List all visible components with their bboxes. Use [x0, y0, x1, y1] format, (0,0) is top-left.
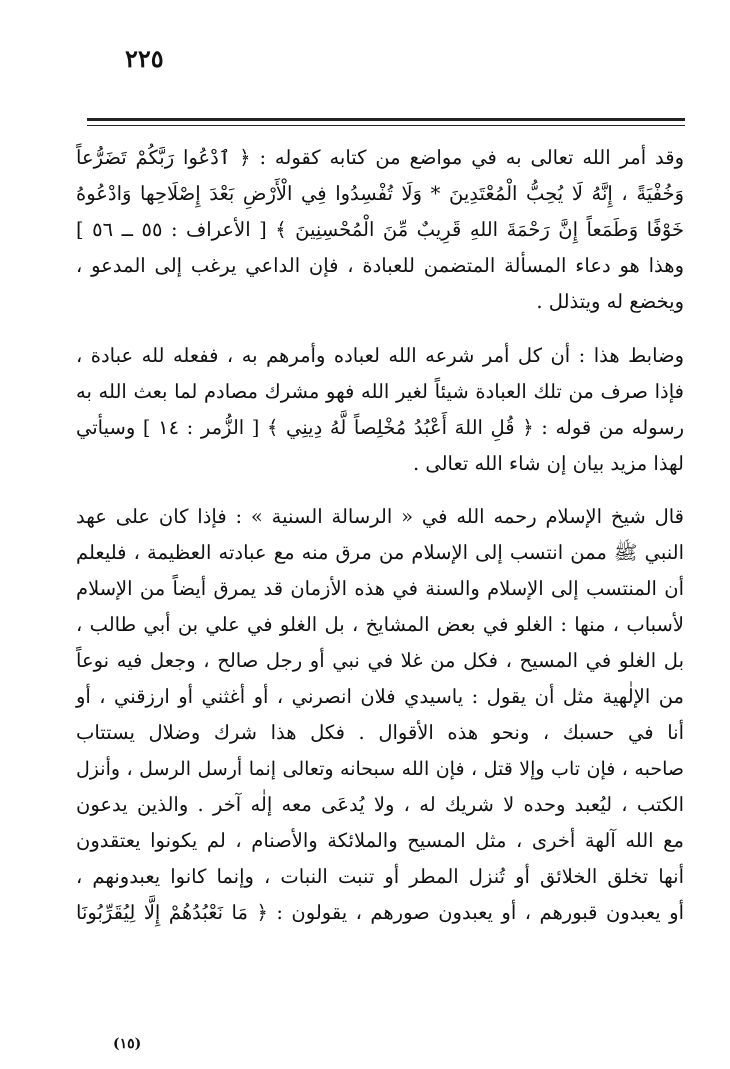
text-line: مع الله آلهة أخرى ، مثل المسيح والملائكة والأصنام ، لم يكونوا يعتقدون — [76, 829, 684, 852]
text-line: قال شيخ الإسلام رحمه الله في « الرسالة السنية » : فإذا كان على عهد — [76, 505, 684, 528]
paragraph-2 — [76, 338, 684, 482]
text-line: خَوْفًا وَطَمَعاً إِنَّ رَحْمَةَ اللهِ قَرِيبٌ مِّنَ الْمُحْسِنِينَ ﴾ [ الأعراف : ٥٥ ــ ٥٦ ] — [76, 218, 684, 241]
header-rule-thin — [87, 125, 685, 126]
text-line: ويخضع له ويتذلل . — [536, 290, 684, 313]
text-line: فإذا صرف من تلك العبادة شيئاً لغير الله فهو مشرك مصادم لما بعث الله به — [76, 380, 684, 403]
text-line: لأسباب ، منها : الغلو في بعض المشايخ ، بل الغلو في علي بن أبي طالب ، — [76, 613, 684, 636]
paragraph-3 — [76, 499, 684, 931]
text-line: وضابط هذا : أن كل أمر شرعه الله لعباده وأمرهم به ، ففعله لله عبادة ، — [76, 344, 684, 367]
text-line: النبي ﷺ ممن انتسب إلى الإسلام من مرق منه مع عبادته العظيمة ، فليعلم — [76, 541, 684, 564]
text-line: الكتب ، ليُعبد وحده لا شريك له ، ولا يُدعَى معه إلٰه آخر . والذين يدعون — [76, 793, 684, 816]
text-line: بل الغلو في المسيح ، فكل من غلا في نبي أو رجل صالح ، وجعل فيه نوعاً — [76, 649, 684, 672]
text-line: أن المنتسب إلى الإسلام والسنة في هذه الأزمان قد يمرق أيضاً من الإسلام — [76, 577, 684, 600]
text-line: أو يعبدون قبورهم ، أو يعبدون صورهم ، يقولون : ﴿ مَا نَعْبُدُهُمْ إِلَّا لِيُقَرِّبُونَا — [76, 901, 684, 924]
text-line: أنها تخلق الخلائق أو تُنزل المطر أو تنبت النبات ، وإنما كانوا يعبدونهم ، — [76, 865, 684, 888]
text-line: صاحبه ، فإن تاب وإلا قتل ، فإن الله سبحانه وتعالى إنما أرسل الرسل ، وأنزل — [76, 758, 684, 780]
text-line: وقد أمر الله تعالى به في مواضع من كتابه كقوله : ﴿ ٱدْعُوا رَبَّكُمْ تَضَرُّعاً — [76, 146, 684, 169]
text-line: وهذا هو دعاء المسألة المتضمن للعبادة ، فإن الداعي يرغب إلى المدعو ، — [76, 254, 684, 277]
signature-mark: (١٥) — [113, 1036, 142, 1052]
text-line: وَخُفْيَةً ، إِنَّهُ لَا يُحِبُّ الْمُعْتَدِينَ * وَلَا تُفْسِدُوا فِي الْأَرْضِ بَعْدَ إِصْلَاحِها وَادْعُوهُ — [76, 182, 684, 205]
body-text — [76, 140, 684, 931]
paragraph-gap — [76, 482, 684, 499]
header-rule-thick — [87, 118, 685, 121]
paragraph-1 — [76, 140, 684, 320]
text-line: رسوله من قوله : ﴿ قُلِ اللهَ أَعْبُدُ مُخْلِصاً لَّهُ دِينِي ﴾ [ الزُّمر : ١٤ ] وسيأتي — [76, 416, 684, 439]
page-number: ٢٢٥ — [125, 44, 164, 73]
text-line: لهذا مزيد بيان إن شاء الله تعالى . — [412, 452, 684, 475]
text-line: من الإلٰهية مثل أن يقول : ياسيدي فلان انصرني ، أو أغثني أو ارزقني ، أو — [76, 685, 684, 708]
text-line: أنا في حسبك ، ونحو هذه الأقوال . فكل هذا شرك وضلال يستتاب — [76, 721, 684, 744]
paragraph-gap — [76, 320, 684, 338]
